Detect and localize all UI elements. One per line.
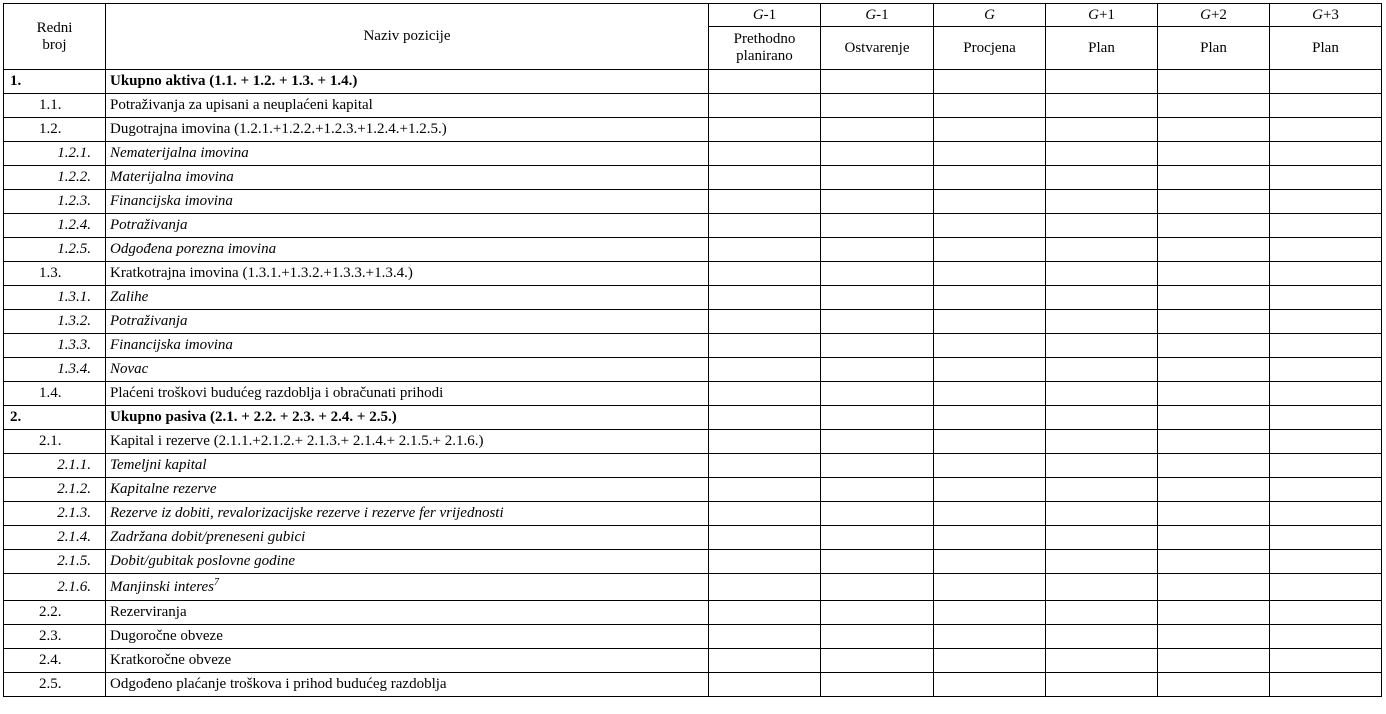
row-label <box>106 574 709 601</box>
value-cell <box>821 454 934 478</box>
value-cell <box>709 406 821 430</box>
value-cell <box>1158 601 1270 625</box>
table-row <box>4 310 1382 334</box>
row-label <box>106 118 709 142</box>
table-row <box>4 406 1382 430</box>
value-cell <box>821 70 934 94</box>
value-cell <box>821 286 934 310</box>
value-cell <box>1270 94 1382 118</box>
table-body <box>4 70 1382 697</box>
table-row <box>4 262 1382 286</box>
value-cell <box>709 70 821 94</box>
table-row <box>4 334 1382 358</box>
period-label-5 <box>1158 27 1270 70</box>
value-cell <box>1158 649 1270 673</box>
period-header-3 <box>934 4 1046 27</box>
period-label-text: Plan <box>1312 39 1339 56</box>
value-cell <box>934 358 1046 382</box>
period-header-2 <box>821 4 934 27</box>
value-cell <box>934 166 1046 190</box>
value-cell <box>1158 430 1270 454</box>
row-number: 2.5. <box>4 673 106 697</box>
value-cell <box>1158 382 1270 406</box>
value-cell <box>1046 673 1158 697</box>
value-cell <box>709 190 821 214</box>
value-cell <box>1270 358 1382 382</box>
row-number: 2.1.2. <box>4 478 106 502</box>
row-label-text: Rezerve iz dobiti, revalorizacijske rezerve i rezerve fer vrijednosti <box>110 505 504 521</box>
row-number: 2.1.6. <box>4 574 106 601</box>
value-cell <box>1046 649 1158 673</box>
value-cell <box>821 673 934 697</box>
value-cell <box>1158 238 1270 262</box>
value-cell <box>1046 214 1158 238</box>
value-cell <box>1270 214 1382 238</box>
value-cell <box>1158 358 1270 382</box>
row-label-text: Materijalna imovina <box>110 169 234 185</box>
row-label <box>106 190 709 214</box>
column-header-number-text: Redni broj <box>36 19 73 53</box>
row-label-text: Financijska imovina <box>110 193 233 209</box>
table-row <box>4 382 1382 406</box>
value-cell <box>1270 478 1382 502</box>
value-cell <box>709 454 821 478</box>
value-cell <box>934 502 1046 526</box>
value-cell <box>821 406 934 430</box>
value-cell <box>709 550 821 574</box>
value-cell <box>709 166 821 190</box>
table-row <box>4 601 1382 625</box>
row-number: 1.4. <box>4 382 106 406</box>
table-row <box>4 574 1382 601</box>
value-cell <box>1270 625 1382 649</box>
value-cell <box>934 142 1046 166</box>
column-header-name: Naziv pozicije <box>106 4 709 70</box>
value-cell <box>1158 262 1270 286</box>
table-row <box>4 454 1382 478</box>
row-number: 1.1. <box>4 94 106 118</box>
value-cell <box>1270 550 1382 574</box>
row-number: 1.3.4. <box>4 358 106 382</box>
value-cell <box>709 142 821 166</box>
value-cell <box>821 310 934 334</box>
value-cell <box>1046 550 1158 574</box>
value-cell <box>1046 94 1158 118</box>
row-label-text: Dobit/gubitak poslovne godine <box>110 553 295 569</box>
table-row <box>4 358 1382 382</box>
table-row <box>4 166 1382 190</box>
value-cell <box>1158 286 1270 310</box>
row-label-text: Ukupno aktiva (1.1. + 1.2. + 1.3. + 1.4.) <box>110 73 358 89</box>
value-cell <box>934 310 1046 334</box>
row-label <box>106 262 709 286</box>
table-row <box>4 214 1382 238</box>
value-cell <box>934 334 1046 358</box>
period-label-text: Plan <box>1088 39 1115 56</box>
period-label-text: Plan <box>1200 39 1227 56</box>
row-number: 2.2. <box>4 601 106 625</box>
value-cell <box>1270 310 1382 334</box>
row-label-text: Kratkotrajna imovina (1.3.1.+1.3.2.+1.3.3.+1.3.4.) <box>110 265 413 281</box>
value-cell <box>709 478 821 502</box>
row-label <box>106 358 709 382</box>
value-cell <box>1270 334 1382 358</box>
row-label-text: Kapital i rezerve (2.1.1.+2.1.2.+ 2.1.3.+ 2.1.4.+ 2.1.5.+ 2.1.6.) <box>110 433 484 449</box>
value-cell <box>1270 238 1382 262</box>
row-number: 1.2.1. <box>4 142 106 166</box>
column-header-number <box>4 4 106 70</box>
row-number: 1.3. <box>4 262 106 286</box>
row-label-text: Zalihe <box>110 289 149 305</box>
value-cell <box>821 238 934 262</box>
row-label <box>106 382 709 406</box>
value-cell <box>709 262 821 286</box>
value-cell <box>1158 214 1270 238</box>
value-cell <box>821 118 934 142</box>
row-label <box>106 286 709 310</box>
value-cell <box>709 526 821 550</box>
row-label <box>106 406 709 430</box>
table-row <box>4 190 1382 214</box>
value-cell <box>1158 550 1270 574</box>
period-header-1 <box>709 4 821 27</box>
value-cell <box>1046 142 1158 166</box>
row-label <box>106 478 709 502</box>
value-cell <box>1158 310 1270 334</box>
table-row <box>4 673 1382 697</box>
table-row <box>4 526 1382 550</box>
row-number: 1.3.1. <box>4 286 106 310</box>
value-cell <box>821 382 934 406</box>
row-label-text: Manjinski interes <box>110 578 215 595</box>
row-label-text: Odgođena porezna imovina <box>110 241 277 257</box>
value-cell <box>709 574 821 601</box>
row-number: 2. <box>4 406 106 430</box>
row-label <box>106 238 709 262</box>
period-letter: G <box>752 6 764 23</box>
value-cell <box>934 526 1046 550</box>
balance-sheet-table <box>3 3 1382 697</box>
value-cell <box>1158 118 1270 142</box>
value-cell <box>821 550 934 574</box>
row-label <box>106 502 709 526</box>
value-cell <box>821 601 934 625</box>
value-cell <box>1046 478 1158 502</box>
value-cell <box>709 649 821 673</box>
value-cell <box>709 358 821 382</box>
value-cell <box>821 142 934 166</box>
value-cell <box>934 190 1046 214</box>
value-cell <box>1046 70 1158 94</box>
value-cell <box>1046 118 1158 142</box>
value-cell <box>709 94 821 118</box>
row-label <box>106 601 709 625</box>
value-cell <box>934 649 1046 673</box>
period-letter: G <box>1088 6 1099 23</box>
row-label-text: Potraživanja za upisani a neuplaćeni kapital <box>110 97 373 113</box>
value-cell <box>1270 286 1382 310</box>
value-cell <box>709 286 821 310</box>
period-letter: G <box>1200 6 1211 23</box>
row-label-text: Nematerijalna imovina <box>110 145 249 161</box>
period-label-text: Prethodno planirano <box>733 31 796 64</box>
value-cell <box>1158 526 1270 550</box>
table-row <box>4 142 1382 166</box>
value-cell <box>1270 454 1382 478</box>
value-cell <box>709 601 821 625</box>
row-number: 2.1.5. <box>4 550 106 574</box>
period-offset: -1 <box>876 6 889 23</box>
period-letter: G <box>984 6 995 23</box>
value-cell <box>934 214 1046 238</box>
value-cell <box>1270 526 1382 550</box>
row-number: 2.4. <box>4 649 106 673</box>
table-row <box>4 238 1382 262</box>
header-row-periods <box>4 4 1382 27</box>
value-cell <box>1270 574 1382 601</box>
value-cell <box>821 478 934 502</box>
table-row <box>4 286 1382 310</box>
value-cell <box>1046 166 1158 190</box>
period-header-6 <box>1270 4 1382 27</box>
value-cell <box>821 262 934 286</box>
row-label <box>106 649 709 673</box>
row-number: 2.1.4. <box>4 526 106 550</box>
value-cell <box>1270 406 1382 430</box>
value-cell <box>1158 625 1270 649</box>
value-cell <box>709 625 821 649</box>
row-label-text: Ukupno pasiva (2.1. + 2.2. + 2.3. + 2.4. + 2.5.) <box>110 409 397 425</box>
table-row <box>4 502 1382 526</box>
period-label-text: Ostvarenje <box>844 39 910 56</box>
value-cell <box>1158 94 1270 118</box>
value-cell <box>1270 649 1382 673</box>
value-cell <box>1046 358 1158 382</box>
row-label-text: Rezerviranja <box>110 604 187 620</box>
value-cell <box>1158 478 1270 502</box>
period-offset: +2 <box>1210 6 1227 23</box>
value-cell <box>821 526 934 550</box>
value-cell <box>709 118 821 142</box>
row-label-text: Dugotrajna imovina (1.2.1.+1.2.2.+1.2.3.+1.2.4.+1.2.5.) <box>110 121 447 137</box>
value-cell <box>1158 574 1270 601</box>
value-cell <box>934 430 1046 454</box>
value-cell <box>934 118 1046 142</box>
value-cell <box>1046 286 1158 310</box>
row-label-text: Kapitalne rezerve <box>110 481 217 497</box>
row-number: 1.2.5. <box>4 238 106 262</box>
period-header-4 <box>1046 4 1158 27</box>
value-cell <box>1046 334 1158 358</box>
row-label-text: Temeljni kapital <box>110 457 207 473</box>
row-number: 1. <box>4 70 106 94</box>
value-cell <box>1158 190 1270 214</box>
table-row <box>4 478 1382 502</box>
value-cell <box>1046 574 1158 601</box>
value-cell <box>821 214 934 238</box>
row-label <box>106 70 709 94</box>
row-label <box>106 94 709 118</box>
value-cell <box>1046 526 1158 550</box>
value-cell <box>934 262 1046 286</box>
value-cell <box>821 625 934 649</box>
value-cell <box>1158 142 1270 166</box>
value-cell <box>709 334 821 358</box>
row-label-text: Odgođeno plaćanje troškova i prihod budućeg razdoblja <box>110 676 447 692</box>
value-cell <box>934 70 1046 94</box>
period-letter: G <box>1312 6 1323 23</box>
value-cell <box>709 214 821 238</box>
period-label-2 <box>821 27 934 70</box>
value-cell <box>821 94 934 118</box>
table-row <box>4 118 1382 142</box>
row-number: 2.1.3. <box>4 502 106 526</box>
row-label <box>106 430 709 454</box>
row-label <box>106 334 709 358</box>
value-cell <box>1046 310 1158 334</box>
table-row <box>4 625 1382 649</box>
row-label <box>106 214 709 238</box>
value-cell <box>1158 502 1270 526</box>
value-cell <box>1270 190 1382 214</box>
value-cell <box>709 382 821 406</box>
value-cell <box>821 502 934 526</box>
value-cell <box>821 166 934 190</box>
value-cell <box>1158 334 1270 358</box>
value-cell <box>1158 166 1270 190</box>
row-number: 1.3.2. <box>4 310 106 334</box>
value-cell <box>934 478 1046 502</box>
table-row <box>4 94 1382 118</box>
row-label-text: Dugoročne obveze <box>110 628 223 644</box>
row-label <box>106 142 709 166</box>
value-cell <box>934 574 1046 601</box>
value-cell <box>709 238 821 262</box>
period-label-6 <box>1270 27 1382 70</box>
period-offset: -1 <box>763 6 777 23</box>
footnote-marker: 7 <box>214 576 220 588</box>
row-label-text: Novac <box>110 361 149 377</box>
value-cell <box>821 358 934 382</box>
value-cell <box>1158 70 1270 94</box>
value-cell <box>1270 673 1382 697</box>
period-offset: +1 <box>1098 6 1115 23</box>
value-cell <box>934 625 1046 649</box>
value-cell <box>821 190 934 214</box>
value-cell <box>934 238 1046 262</box>
row-label <box>106 673 709 697</box>
value-cell <box>1158 673 1270 697</box>
row-label <box>106 526 709 550</box>
value-cell <box>709 430 821 454</box>
value-cell <box>934 382 1046 406</box>
period-label-1 <box>709 27 821 70</box>
value-cell <box>1046 382 1158 406</box>
value-cell <box>1270 430 1382 454</box>
row-label <box>106 310 709 334</box>
row-number: 1.2.3. <box>4 190 106 214</box>
value-cell <box>709 310 821 334</box>
value-cell <box>1046 601 1158 625</box>
period-letter: G <box>865 6 877 23</box>
value-cell <box>1270 382 1382 406</box>
row-number: 1.2.4. <box>4 214 106 238</box>
row-label-text: Zadržana dobit/preneseni gubici <box>110 529 306 545</box>
value-cell <box>934 286 1046 310</box>
value-cell <box>1046 262 1158 286</box>
value-cell <box>934 673 1046 697</box>
value-cell <box>821 574 934 601</box>
table-row <box>4 70 1382 94</box>
row-number: 2.1.1. <box>4 454 106 478</box>
row-label <box>106 454 709 478</box>
value-cell <box>934 94 1046 118</box>
row-number: 1.3.3. <box>4 334 106 358</box>
value-cell <box>709 502 821 526</box>
value-cell <box>1158 406 1270 430</box>
value-cell <box>1270 262 1382 286</box>
value-cell <box>1046 454 1158 478</box>
period-offset: +3 <box>1322 6 1339 23</box>
row-label <box>106 550 709 574</box>
period-label-text: Procjena <box>963 39 1016 56</box>
value-cell <box>934 601 1046 625</box>
row-label-text: Potraživanja <box>110 313 188 329</box>
row-label <box>106 166 709 190</box>
value-cell <box>1046 238 1158 262</box>
row-label-text: Kratkoročne obveze <box>110 652 232 668</box>
table-row <box>4 649 1382 673</box>
value-cell <box>1270 118 1382 142</box>
value-cell <box>1270 142 1382 166</box>
row-number: 1.2. <box>4 118 106 142</box>
period-label-3 <box>934 27 1046 70</box>
row-number: 2.1. <box>4 430 106 454</box>
value-cell <box>1270 166 1382 190</box>
row-number: 2.3. <box>4 625 106 649</box>
value-cell <box>1270 601 1382 625</box>
value-cell <box>709 673 821 697</box>
table-row <box>4 430 1382 454</box>
period-label-4 <box>1046 27 1158 70</box>
table-row <box>4 550 1382 574</box>
value-cell <box>1270 70 1382 94</box>
row-label-text: Plaćeni troškovi budućeg razdoblja i obračunati prihodi <box>110 385 444 401</box>
value-cell <box>934 406 1046 430</box>
row-number: 1.2.2. <box>4 166 106 190</box>
value-cell <box>1270 502 1382 526</box>
value-cell <box>1046 625 1158 649</box>
value-cell <box>934 550 1046 574</box>
value-cell <box>821 334 934 358</box>
value-cell <box>1046 190 1158 214</box>
row-label <box>106 625 709 649</box>
value-cell <box>1046 406 1158 430</box>
value-cell <box>1046 430 1158 454</box>
row-label-text: Potraživanja <box>110 217 188 233</box>
row-label-text: Financijska imovina <box>110 337 233 353</box>
period-header-5 <box>1158 4 1270 27</box>
value-cell <box>934 454 1046 478</box>
value-cell <box>821 649 934 673</box>
value-cell <box>1158 454 1270 478</box>
value-cell <box>821 430 934 454</box>
value-cell <box>1046 502 1158 526</box>
